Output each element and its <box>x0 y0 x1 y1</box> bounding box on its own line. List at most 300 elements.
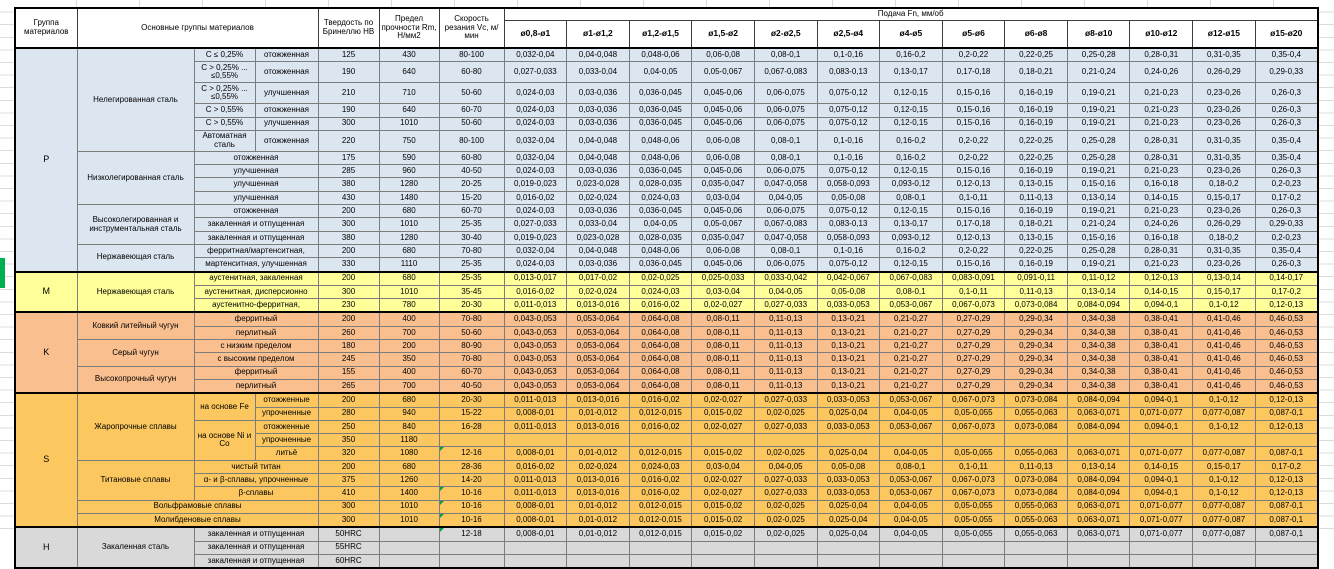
cell-feed-value[interactable]: 0,01-0,012 <box>567 527 630 541</box>
cell-feed-value[interactable]: 0,16-0,19 <box>1005 165 1068 178</box>
cell-cutting-speed[interactable]: 80-90 <box>439 340 504 353</box>
cell-feed-value[interactable]: 0,46-0,53 <box>1255 326 1318 339</box>
cell-hardness[interactable]: 300 <box>318 117 379 130</box>
cell-feed-value[interactable]: 0,08-0,1 <box>754 48 817 62</box>
cell-feed-value[interactable]: 0,29-0,34 <box>1005 312 1068 326</box>
cell-feed-value[interactable]: 0,04-0,05 <box>880 500 943 513</box>
cell-feed-value[interactable]: 0,12-0,13 <box>1255 420 1318 433</box>
cell-cutting-speed[interactable]: 12-16 <box>439 447 504 460</box>
cell-feed-value[interactable]: 0,016-0,02 <box>629 474 692 487</box>
cell-feed-value[interactable]: 0,024-0,03 <box>504 117 567 130</box>
cell-feed-value[interactable]: 0,02-0,025 <box>754 500 817 513</box>
cell-hardness[interactable]: 180 <box>318 340 379 353</box>
cell-feed-value[interactable]: 0,34-0,38 <box>1067 340 1130 353</box>
cell-feed-value[interactable]: 0,21-0,27 <box>880 379 943 393</box>
cell-feed-value[interactable] <box>754 541 817 554</box>
cell-feed-value[interactable]: 0,24-0,26 <box>1130 218 1193 231</box>
cell-feed-value[interactable]: 0,023-0,028 <box>567 231 630 244</box>
cell-feed-value[interactable]: 0,41-0,46 <box>1193 366 1256 379</box>
cell-feed-value[interactable]: 0,2-0,22 <box>942 244 1005 257</box>
cell-feed-value[interactable]: 0,016-0,02 <box>629 487 692 500</box>
cell-feed-value[interactable]: 0,053-0,064 <box>567 326 630 339</box>
cell-feed-value[interactable]: 0,048-0,06 <box>629 48 692 62</box>
cell-hardness[interactable]: 250 <box>318 420 379 433</box>
cell-feed-value[interactable]: 0,12-0,13 <box>1255 393 1318 407</box>
cell-cutting-speed[interactable]: 10-16 <box>439 500 504 513</box>
cell-feed-value[interactable]: 0,016-0,02 <box>504 460 567 473</box>
cell-feed-value[interactable]: 0,08-0,1 <box>754 130 817 151</box>
cell-feed-value[interactable]: 0,042-0,067 <box>817 272 880 286</box>
cell-strength[interactable]: 680 <box>379 393 439 407</box>
cell-feed-value[interactable]: 0,2-0,23 <box>1255 231 1318 244</box>
cell-feed-value[interactable]: 0,22-0,25 <box>1005 244 1068 257</box>
cell-feed-value[interactable]: 0,27-0,29 <box>942 366 1005 379</box>
cell-feed-value[interactable] <box>1255 554 1318 568</box>
cell-feed-value[interactable]: 0,21-0,23 <box>1130 104 1193 117</box>
cell-hardness[interactable]: 380 <box>318 178 379 191</box>
cell-feed-value[interactable]: 0,094-0,1 <box>1130 393 1193 407</box>
cell-feed-value[interactable] <box>629 541 692 554</box>
cell-feed-value[interactable]: 0,15-0,16 <box>942 83 1005 104</box>
cell-feed-value[interactable]: 0,1-0,11 <box>942 460 1005 473</box>
cell-cutting-speed[interactable]: 12-18 <box>439 527 504 541</box>
cell-feed-value[interactable]: 0,26-0,3 <box>1255 205 1318 218</box>
cell-feed-value[interactable]: 0,053-0,064 <box>567 312 630 326</box>
cell-feed-value[interactable]: 0,067-0,073 <box>942 393 1005 407</box>
cell-strength[interactable]: 1260 <box>379 474 439 487</box>
cell-feed-value[interactable]: 0,13-0,21 <box>817 340 880 353</box>
cell-feed-value[interactable]: 0,38-0,41 <box>1130 379 1193 393</box>
cell-feed-value[interactable]: 0,08-0,11 <box>692 340 755 353</box>
cell-hardness[interactable]: 245 <box>318 353 379 366</box>
cell-feed-value[interactable]: 0,13-0,14 <box>1067 460 1130 473</box>
cell-feed-value[interactable]: 0,06-0,08 <box>692 244 755 257</box>
cell-feed-value[interactable]: 0,1-0,16 <box>817 130 880 151</box>
cell-feed-value[interactable]: 0,04-0,05 <box>629 62 692 83</box>
cell-feed-value[interactable]: 0,26-0,3 <box>1255 83 1318 104</box>
cell-feed-value[interactable]: 0,11-0,13 <box>754 340 817 353</box>
cell-strength[interactable]: 590 <box>379 151 439 164</box>
cell-feed-value[interactable]: 0,02-0,025 <box>754 447 817 460</box>
cell-feed-value[interactable]: 0,033-0,053 <box>817 299 880 313</box>
cell-strength[interactable] <box>379 554 439 568</box>
cell-feed-value[interactable]: 0,008-0,01 <box>504 527 567 541</box>
cell-feed-value[interactable]: 0,21-0,23 <box>1130 165 1193 178</box>
cell-feed-value[interactable]: 0,024-0,03 <box>504 104 567 117</box>
cell-feed-value[interactable]: 0,043-0,053 <box>504 326 567 339</box>
cell-cutting-speed[interactable]: 20-30 <box>439 299 504 313</box>
cell-feed-value[interactable]: 0,15-0,16 <box>1067 178 1130 191</box>
cell-feed-value[interactable]: 0,033-0,053 <box>817 474 880 487</box>
cell-feed-value[interactable]: 0,035-0,047 <box>692 178 755 191</box>
cell-feed-value[interactable]: 0,05-0,067 <box>692 62 755 83</box>
cell-feed-value[interactable]: 0,38-0,41 <box>1130 366 1193 379</box>
cell-feed-value[interactable]: 0,29-0,34 <box>1005 353 1068 366</box>
cell-feed-value[interactable]: 0,11-0,13 <box>754 326 817 339</box>
cell-feed-value[interactable]: 0,21-0,27 <box>880 312 943 326</box>
cell-feed-value[interactable]: 0,11-0,13 <box>754 366 817 379</box>
cell-feed-value[interactable]: 0,06-0,08 <box>692 130 755 151</box>
cell-feed-value[interactable]: 0,075-0,12 <box>817 165 880 178</box>
cell-feed-value[interactable]: 0,14-0,15 <box>1130 285 1193 298</box>
cell-strength[interactable]: 960 <box>379 165 439 178</box>
cell-feed-value[interactable]: 0,17-0,18 <box>942 218 1005 231</box>
cell-cutting-speed[interactable]: 50-60 <box>439 326 504 339</box>
cell-feed-value[interactable]: 0,063-0,071 <box>1067 527 1130 541</box>
cell-feed-value[interactable]: 0,064-0,08 <box>629 353 692 366</box>
cell-feed-value[interactable]: 0,15-0,17 <box>1193 285 1256 298</box>
cell-feed-value[interactable]: 0,38-0,41 <box>1130 326 1193 339</box>
cell-feed-value[interactable]: 0,08-0,1 <box>880 285 943 298</box>
cell-feed-value[interactable]: 0,008-0,01 <box>504 500 567 513</box>
cell-cutting-speed[interactable]: 28-36 <box>439 460 504 473</box>
cell-hardness[interactable]: 320 <box>318 447 379 460</box>
cell-material-label[interactable]: аустенитная, дисперсионно <box>194 285 318 298</box>
cell-feed-value[interactable]: 0,04-0,048 <box>567 151 630 164</box>
cell-feed-value[interactable] <box>567 434 630 447</box>
cell-feed-value[interactable]: 0,21-0,23 <box>1130 258 1193 272</box>
cell-feed-value[interactable]: 0,027-0,033 <box>754 393 817 407</box>
cell-feed-value[interactable]: 0,016-0,02 <box>504 285 567 298</box>
cell-strength[interactable]: 1010 <box>379 117 439 130</box>
cell-feed-value[interactable]: 0,013-0,016 <box>567 393 630 407</box>
cell-feed-value[interactable]: 0,13-0,17 <box>880 218 943 231</box>
cell-feed-value[interactable]: 0,23-0,26 <box>1193 104 1256 117</box>
cell-feed-value[interactable]: 0,055-0,063 <box>1005 447 1068 460</box>
cell-material-label[interactable]: β-сплавы <box>194 487 318 500</box>
cell-feed-value[interactable]: 0,015-0,02 <box>692 527 755 541</box>
cell-feed-value[interactable]: 0,19-0,21 <box>1067 117 1130 130</box>
cell-feed-value[interactable]: 0,083-0,091 <box>942 272 1005 286</box>
cell-cutting-speed[interactable]: 40-50 <box>439 165 504 178</box>
header-diameter[interactable]: ø12-ø15 <box>1193 21 1256 49</box>
cell-feed-value[interactable]: 0,11-0,13 <box>754 379 817 393</box>
cell-feed-value[interactable]: 0,093-0,12 <box>880 178 943 191</box>
cell-feed-value[interactable]: 0,21-0,24 <box>1067 62 1130 83</box>
cell-feed-value[interactable]: 0,15-0,16 <box>942 258 1005 272</box>
cell-feed-value[interactable]: 0,11-0,13 <box>754 353 817 366</box>
cell-strength[interactable]: 1280 <box>379 178 439 191</box>
cell-strength[interactable]: 350 <box>379 353 439 366</box>
cell-feed-value[interactable]: 0,13-0,15 <box>1005 178 1068 191</box>
cell-feed-value[interactable]: 0,34-0,38 <box>1067 366 1130 379</box>
cell-group-code[interactable]: K <box>15 312 77 393</box>
cell-feed-value[interactable]: 0,1-0,12 <box>1193 393 1256 407</box>
cell-feed-value[interactable]: 0,064-0,08 <box>629 312 692 326</box>
cell-strength[interactable]: 640 <box>379 62 439 83</box>
cell-feed-value[interactable]: 0,073-0,084 <box>1005 487 1068 500</box>
cell-feed-value[interactable]: 0,2-0,22 <box>942 151 1005 164</box>
cell-feed-value[interactable]: 0,033-0,04 <box>567 62 630 83</box>
cell-feed-value[interactable]: 0,094-0,1 <box>1130 299 1193 313</box>
cell-feed-value[interactable]: 0,03-0,04 <box>692 191 755 204</box>
cell-feed-value[interactable]: 0,12-0,13 <box>1255 487 1318 500</box>
cell-feed-value[interactable] <box>1193 554 1256 568</box>
cell-feed-value[interactable]: 0,04-0,05 <box>629 218 692 231</box>
cell-feed-value[interactable]: 0,043-0,053 <box>504 366 567 379</box>
cell-feed-value[interactable]: 0,08-0,11 <box>692 379 755 393</box>
cell-feed-value[interactable] <box>1005 434 1068 447</box>
cell-feed-value[interactable]: 0,04-0,048 <box>567 130 630 151</box>
cell-feed-value[interactable]: 0,013-0,016 <box>567 420 630 433</box>
cell-feed-value[interactable]: 0,16-0,2 <box>880 48 943 62</box>
cell-feed-value[interactable] <box>1130 541 1193 554</box>
cell-material-label[interactable]: Автоматная сталь <box>194 130 255 151</box>
cell-feed-value[interactable]: 0,058-0,093 <box>817 231 880 244</box>
cell-feed-value[interactable]: 0,23-0,26 <box>1193 117 1256 130</box>
cell-cutting-speed[interactable]: 20-30 <box>439 393 504 407</box>
cell-feed-value[interactable] <box>567 541 630 554</box>
cell-material-label[interactable]: закаленная и отпущенная <box>194 218 318 231</box>
cell-feed-value[interactable] <box>692 541 755 554</box>
cell-feed-value[interactable]: 0,21-0,27 <box>880 326 943 339</box>
cell-material-label[interactable]: Серый чугун <box>77 340 194 367</box>
cell-feed-value[interactable]: 0,063-0,071 <box>1067 500 1130 513</box>
cell-feed-value[interactable]: 0,053-0,067 <box>880 474 943 487</box>
cell-feed-value[interactable] <box>817 541 880 554</box>
cell-feed-value[interactable]: 0,12-0,15 <box>880 117 943 130</box>
cell-hardness[interactable]: 230 <box>318 299 379 313</box>
cell-feed-value[interactable]: 0,05-0,08 <box>817 285 880 298</box>
cell-feed-value[interactable]: 0,071-0,077 <box>1130 513 1193 527</box>
cell-hardness[interactable]: 330 <box>318 258 379 272</box>
cell-strength[interactable]: 680 <box>379 460 439 473</box>
cell-cutting-speed[interactable]: 30-40 <box>439 231 504 244</box>
cell-feed-value[interactable]: 0,15-0,16 <box>942 104 1005 117</box>
cell-feed-value[interactable]: 0,033-0,053 <box>817 393 880 407</box>
cell-feed-value[interactable]: 0,05-0,08 <box>817 191 880 204</box>
cell-feed-value[interactable]: 0,08-0,11 <box>692 312 755 326</box>
cell-feed-value[interactable]: 0,016-0,02 <box>504 191 567 204</box>
cell-feed-value[interactable]: 0,03-0,036 <box>567 258 630 272</box>
cell-cutting-speed[interactable]: 20-25 <box>439 178 504 191</box>
header-cutting-speed[interactable]: Скорость резания Vc, м/мин <box>439 8 504 48</box>
cell-feed-value[interactable]: 0,036-0,045 <box>629 165 692 178</box>
cell-material-label[interactable]: на основе Fe <box>194 393 255 420</box>
cell-feed-value[interactable]: 0,055-0,063 <box>1005 407 1068 420</box>
cell-feed-value[interactable]: 0,41-0,46 <box>1193 312 1256 326</box>
cell-feed-value[interactable]: 0,027-0,033 <box>504 218 567 231</box>
cell-feed-value[interactable]: 0,17-0,18 <box>942 62 1005 83</box>
cell-feed-value[interactable]: 0,08-0,11 <box>692 326 755 339</box>
cell-feed-value[interactable]: 0,067-0,073 <box>942 474 1005 487</box>
cell-feed-value[interactable]: 0,28-0,31 <box>1130 130 1193 151</box>
cell-feed-value[interactable]: 0,04-0,048 <box>567 244 630 257</box>
cell-feed-value[interactable]: 0,12-0,15 <box>880 104 943 117</box>
cell-feed-value[interactable]: 0,027-0,033 <box>754 420 817 433</box>
cell-feed-value[interactable]: 0,13-0,15 <box>1005 231 1068 244</box>
cell-feed-value[interactable]: 0,087-0,1 <box>1255 500 1318 513</box>
cell-feed-value[interactable]: 0,29-0,34 <box>1005 379 1068 393</box>
header-diameter[interactable]: ø6-ø8 <box>1005 21 1068 49</box>
cell-feed-value[interactable]: 0,46-0,53 <box>1255 312 1318 326</box>
cell-feed-value[interactable]: 0,08-0,1 <box>880 460 943 473</box>
cell-hardness[interactable]: 220 <box>318 130 379 151</box>
cell-feed-value[interactable]: 0,05-0,055 <box>942 500 1005 513</box>
header-diameter[interactable]: ø1,5-ø2 <box>692 21 755 49</box>
cell-strength[interactable]: 710 <box>379 83 439 104</box>
cell-feed-value[interactable]: 0,2-0,22 <box>942 130 1005 151</box>
cell-feed-value[interactable]: 0,13-0,14 <box>1067 191 1130 204</box>
cell-feed-value[interactable]: 0,23-0,26 <box>1193 205 1256 218</box>
cell-feed-value[interactable]: 0,084-0,094 <box>1067 299 1130 313</box>
cell-material-label[interactable]: отожженная <box>255 130 318 151</box>
cell-feed-value[interactable]: 0,05-0,067 <box>692 218 755 231</box>
cell-feed-value[interactable]: 0,091-0,11 <box>1005 272 1068 286</box>
cell-feed-value[interactable]: 0,35-0,4 <box>1255 48 1318 62</box>
cell-feed-value[interactable]: 0,15-0,16 <box>1067 231 1130 244</box>
cell-feed-value[interactable]: 0,11-0,12 <box>1067 272 1130 286</box>
cell-hardness[interactable]: 300 <box>318 285 379 298</box>
cell-feed-value[interactable]: 0,01-0,012 <box>567 513 630 527</box>
cell-feed-value[interactable]: 0,18-0,2 <box>1193 231 1256 244</box>
cell-material-label[interactable]: отожженная <box>255 48 318 62</box>
cell-feed-value[interactable]: 0,05-0,055 <box>942 513 1005 527</box>
cell-material-label[interactable]: Закаленная сталь <box>77 527 194 568</box>
cell-hardness[interactable]: 410 <box>318 487 379 500</box>
cell-feed-value[interactable]: 0,087-0,1 <box>1255 447 1318 460</box>
cell-feed-value[interactable] <box>567 554 630 568</box>
cell-feed-value[interactable]: 0,25-0,28 <box>1067 151 1130 164</box>
cell-material-label[interactable]: Нержавеющая сталь <box>77 244 194 271</box>
cell-strength[interactable]: 1400 <box>379 487 439 500</box>
cell-hardness[interactable]: 190 <box>318 62 379 83</box>
cell-feed-value[interactable]: 0,17-0,2 <box>1255 285 1318 298</box>
header-diameter[interactable]: ø0,8-ø1 <box>504 21 567 49</box>
cell-feed-value[interactable]: 0,025-0,033 <box>692 272 755 286</box>
header-main-groups[interactable]: Основные группы материалов <box>77 8 318 48</box>
cell-strength[interactable]: 1010 <box>379 513 439 527</box>
cell-feed-value[interactable]: 0,04-0,05 <box>880 513 943 527</box>
cell-feed-value[interactable]: 0,032-0,04 <box>504 244 567 257</box>
cell-feed-value[interactable]: 0,19-0,21 <box>1067 258 1130 272</box>
cell-strength[interactable]: 200 <box>379 340 439 353</box>
cell-feed-value[interactable]: 0,063-0,071 <box>1067 513 1130 527</box>
cell-feed-value[interactable]: 0,15-0,17 <box>1193 460 1256 473</box>
cell-feed-value[interactable]: 0,31-0,35 <box>1193 244 1256 257</box>
cell-feed-value[interactable]: 0,02-0,025 <box>754 513 817 527</box>
cell-strength[interactable]: 400 <box>379 312 439 326</box>
cell-feed-value[interactable] <box>942 541 1005 554</box>
cell-feed-value[interactable]: 0,033-0,04 <box>567 218 630 231</box>
cell-feed-value[interactable]: 0,13-0,21 <box>817 312 880 326</box>
cell-material-label[interactable]: литьё <box>255 447 318 460</box>
cell-feed-value[interactable]: 0,15-0,17 <box>1193 191 1256 204</box>
cell-material-label[interactable]: мартенситная, улучшенная <box>194 258 318 272</box>
cell-feed-value[interactable]: 0,024-0,03 <box>629 460 692 473</box>
cell-strength[interactable]: 1010 <box>379 500 439 513</box>
cell-feed-value[interactable]: 0,27-0,29 <box>942 340 1005 353</box>
cell-feed-value[interactable]: 0,025-0,04 <box>817 513 880 527</box>
cell-hardness[interactable]: 190 <box>318 104 379 117</box>
cell-cutting-speed[interactable]: 60-80 <box>439 151 504 164</box>
cell-cutting-speed[interactable]: 60-70 <box>439 205 504 218</box>
cell-feed-value[interactable]: 0,011-0,013 <box>504 420 567 433</box>
cell-material-label[interactable]: чистый титан <box>194 460 318 473</box>
cell-hardness[interactable]: 300 <box>318 500 379 513</box>
cell-feed-value[interactable] <box>692 434 755 447</box>
cell-cutting-speed[interactable]: 35-45 <box>439 285 504 298</box>
cell-feed-value[interactable]: 0,31-0,35 <box>1193 130 1256 151</box>
cell-feed-value[interactable]: 0,29-0,34 <box>1005 366 1068 379</box>
cell-feed-value[interactable]: 0,055-0,063 <box>1005 513 1068 527</box>
cell-feed-value[interactable]: 0,025-0,04 <box>817 500 880 513</box>
cell-strength[interactable]: 1110 <box>379 258 439 272</box>
cell-feed-value[interactable]: 0,38-0,41 <box>1130 340 1193 353</box>
cell-feed-value[interactable]: 0,12-0,13 <box>1255 299 1318 313</box>
cell-feed-value[interactable]: 0,019-0,023 <box>504 231 567 244</box>
cell-feed-value[interactable]: 0,075-0,12 <box>817 117 880 130</box>
cell-feed-value[interactable]: 0,18-0,21 <box>1005 62 1068 83</box>
cell-feed-value[interactable]: 0,04-0,05 <box>754 460 817 473</box>
cell-feed-value[interactable] <box>1067 554 1130 568</box>
cell-hardness[interactable]: 430 <box>318 191 379 204</box>
cell-feed-value[interactable]: 0,008-0,01 <box>504 513 567 527</box>
cell-hardness[interactable]: 200 <box>318 460 379 473</box>
cell-feed-value[interactable]: 0,46-0,53 <box>1255 366 1318 379</box>
cell-feed-value[interactable]: 0,22-0,25 <box>1005 151 1068 164</box>
cell-feed-value[interactable]: 0,12-0,13 <box>1255 474 1318 487</box>
cell-cutting-speed[interactable]: 80-100 <box>439 130 504 151</box>
cell-feed-value[interactable]: 0,027-0,033 <box>754 474 817 487</box>
cell-feed-value[interactable]: 0,067-0,083 <box>880 272 943 286</box>
cell-material-label[interactable]: Низколегированная сталь <box>77 151 194 204</box>
cell-feed-value[interactable]: 0,087-0,1 <box>1255 513 1318 527</box>
cell-feed-value[interactable]: 0,31-0,35 <box>1193 48 1256 62</box>
cell-feed-value[interactable]: 0,047-0,058 <box>754 178 817 191</box>
cell-cutting-speed[interactable]: 10-16 <box>439 487 504 500</box>
cell-material-label[interactable]: C > 0,55% <box>194 117 255 130</box>
cell-feed-value[interactable]: 0,064-0,08 <box>629 379 692 393</box>
cell-feed-value[interactable]: 0,46-0,53 <box>1255 340 1318 353</box>
cell-feed-value[interactable]: 0,28-0,31 <box>1130 244 1193 257</box>
cell-feed-value[interactable]: 0,35-0,4 <box>1255 130 1318 151</box>
cell-feed-value[interactable]: 0,26-0,3 <box>1255 258 1318 272</box>
cell-hardness[interactable]: 200 <box>318 272 379 286</box>
cell-cutting-speed[interactable]: 60-80 <box>439 62 504 83</box>
cell-feed-value[interactable]: 0,27-0,29 <box>942 353 1005 366</box>
cell-feed-value[interactable]: 0,015-0,02 <box>692 407 755 420</box>
cell-feed-value[interactable]: 0,094-0,1 <box>1130 487 1193 500</box>
cell-feed-value[interactable]: 0,053-0,064 <box>567 353 630 366</box>
cell-feed-value[interactable] <box>880 554 943 568</box>
cell-feed-value[interactable]: 0,31-0,35 <box>1193 151 1256 164</box>
cell-feed-value[interactable]: 0,12-0,15 <box>880 83 943 104</box>
cell-feed-value[interactable]: 0,04-0,05 <box>880 447 943 460</box>
cell-feed-value[interactable]: 0,055-0,063 <box>1005 527 1068 541</box>
cell-feed-value[interactable]: 0,21-0,23 <box>1130 83 1193 104</box>
cell-feed-value[interactable]: 0,045-0,06 <box>692 104 755 117</box>
cell-feed-value[interactable]: 0,048-0,06 <box>629 244 692 257</box>
cell-feed-value[interactable] <box>629 434 692 447</box>
cell-hardness[interactable]: 300 <box>318 218 379 231</box>
cell-feed-value[interactable] <box>1193 434 1256 447</box>
cell-feed-value[interactable]: 0,19-0,21 <box>1067 165 1130 178</box>
cell-feed-value[interactable]: 0,02-0,025 <box>754 527 817 541</box>
cell-material-label[interactable]: Ковкий литейный чугун <box>77 312 194 339</box>
cell-feed-value[interactable]: 0,013-0,017 <box>504 272 567 286</box>
cell-feed-value[interactable]: 0,033-0,053 <box>817 487 880 500</box>
cell-cutting-speed[interactable]: 25-35 <box>439 258 504 272</box>
cell-feed-value[interactable]: 0,16-0,2 <box>880 244 943 257</box>
cell-feed-value[interactable]: 0,35-0,4 <box>1255 244 1318 257</box>
cell-material-label[interactable]: Нелегированная сталь <box>77 48 194 151</box>
cell-feed-value[interactable]: 0,093-0,12 <box>880 231 943 244</box>
cell-hardness[interactable]: 50HRC <box>318 527 379 541</box>
cell-strength[interactable] <box>379 541 439 554</box>
cell-feed-value[interactable]: 0,13-0,14 <box>1193 272 1256 286</box>
cell-feed-value[interactable]: 0,053-0,067 <box>880 393 943 407</box>
